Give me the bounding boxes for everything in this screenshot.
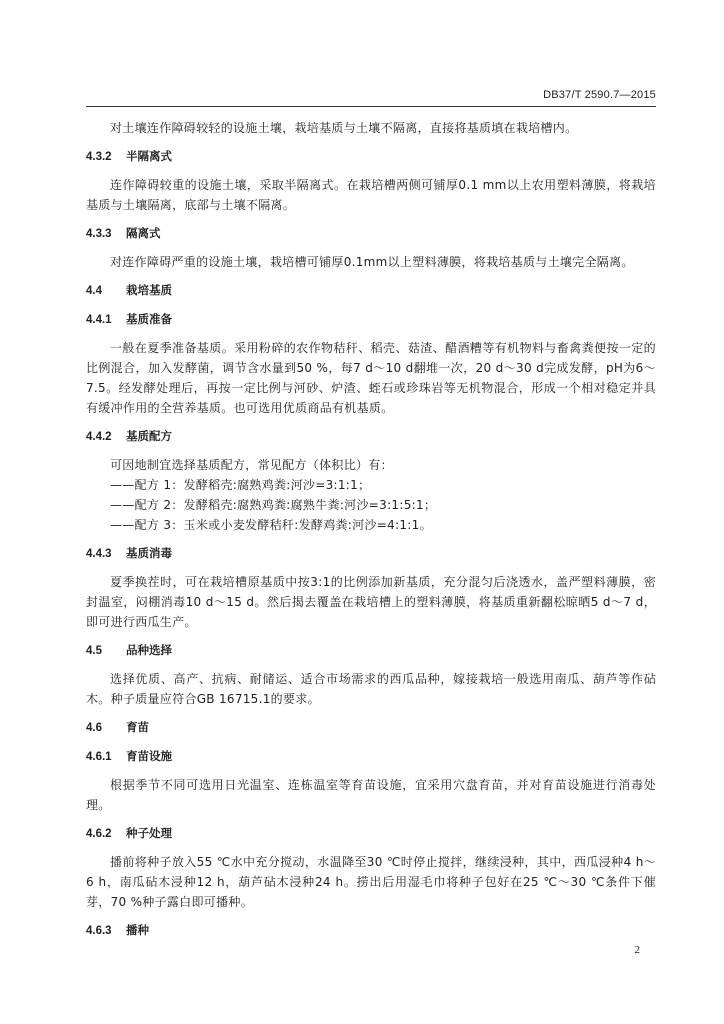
section-title: 基质配方 (126, 429, 172, 443)
section-number: 4.3.3 (86, 228, 112, 240)
heading-4-5 (86, 640, 656, 661)
header-divider (86, 106, 656, 107)
heading-4-3-2 (86, 146, 656, 167)
heading-4-4-1 (86, 309, 656, 330)
formula-item: ——配方 2：发酵稻壳:腐熟鸡粪:腐熟牛粪:河沙=3:1:5:1； (110, 498, 437, 512)
heading-4-3-3 (86, 223, 656, 244)
section-number: 4.5 (86, 645, 102, 657)
formula-item: ——配方 3：玉米或小麦发酵秸秆:发酵鸡粪:河沙=4:1:1。 (110, 518, 432, 532)
formula-item: ——配方 1：发酵稻壳:腐熟鸡粪:河沙=3:1:1； (110, 478, 371, 492)
section-title: 基质消毒 (126, 546, 172, 560)
section-title: 隔离式 (126, 226, 161, 240)
paragraph-4-4-2: 可因地制宜选择基质配方，常见配方（体积比）有： (110, 458, 393, 472)
paragraph-4-4-3: 夏季换茬时，可在栽培槽原基质中按3:1的比例添加新基质，充分混匀后浇透水，盖严塑料薄膜，密封温室，闷棚消毒10 d～15 d。然后揭去覆盖在栽培槽上的塑料薄膜，将基质重新翻松晾晒5 d～7 d，即可进行西瓜生产。 (86, 575, 656, 629)
paragraph-4-6-1: 根据季节不同可选用日光温室、连栋温室等育苗设施，宜采用穴盘育苗，并对育苗设施进行消毒处理。 (86, 778, 656, 812)
section-title: 栽培基质 (126, 283, 172, 297)
section-number: 4.4.3 (86, 548, 112, 560)
paragraph-4-4-1: 一般在夏季准备基质。采用粉碎的农作物秸秆、稻壳、菇渣、醋酒糟等有机物料与畜禽粪便按一定的比例混合，加入发酵菌，调节含水量到50 %，每7 d～10 d翻堆一次，20 d～30 d完成发酵，pH为6～7.5。经发酵处理后，再按一定比例与河砂、炉渣、蛭石或珍珠岩等无机物混合，形成一个相对稳定并具有缓冲作用的全营养基质。也可选用优质商品有机基质。 (86, 341, 656, 415)
section-number: 4.6.1 (86, 751, 112, 763)
heading-4-6 (86, 717, 656, 738)
section-title: 半隔离式 (126, 149, 172, 163)
section-title: 播种 (126, 923, 149, 937)
heading-4-4-3 (86, 543, 656, 564)
section-title: 育苗设施 (126, 749, 172, 763)
section-number: 4.4 (86, 285, 102, 297)
paragraph-4-5: 选择优质、高产、抗病、耐储运、适合市场需求的西瓜品种，嫁接栽培一般选用南瓜、葫芦等作砧木。种子质量应符合GB 16715.1的要求。 (86, 672, 656, 706)
page-number: 2 (634, 944, 640, 956)
section-number: 4.6.2 (86, 828, 112, 840)
paragraph-4-3-3: 对连作障碍严重的设施土壤，栽培槽可铺厚0.1mm以上塑料薄膜，将栽培基质与土壤完全隔离。 (110, 255, 634, 269)
section-title: 育苗 (126, 720, 149, 734)
paragraph-4-6-2: 播前将种子放入55 ℃水中充分搅动，水温降至30 ℃时停止搅拌，继续浸种，其中，西瓜浸种4 h～6 h，南瓜砧木浸种12 h，葫芦砧木浸种24 h。捞出后用湿毛巾将种子包好在25 ℃～30 ℃条件下催芽，70 %种子露白即可播种。 (86, 855, 656, 909)
standard-number: DB37/T 2590.7—2015 (543, 89, 656, 101)
section-title: 品种选择 (126, 643, 172, 657)
section-title: 种子处理 (126, 826, 172, 840)
section-number: 4.4.1 (86, 314, 112, 326)
paragraph-intro: 对土壤连作障碍较轻的设施土壤，栽培基质与土壤不隔离，直接将基质填在栽培槽内。 (110, 121, 578, 135)
section-number: 4.3.2 (86, 151, 112, 163)
section-title: 基质准备 (126, 312, 172, 326)
heading-4-6-2 (86, 823, 656, 844)
paragraph-4-3-2: 连作障碍较重的设施土壤，采取半隔离式。在栽培槽两侧可铺厚0.1 mm以上农用塑料薄膜，将栽培基质与土壤隔离，底部与土壤不隔离。 (86, 178, 656, 212)
heading-4-4 (86, 280, 656, 301)
section-number: 4.4.2 (86, 431, 112, 443)
heading-4-6-3 (86, 920, 656, 941)
section-number: 4.6.3 (86, 925, 112, 937)
heading-4-4-2 (86, 426, 656, 447)
heading-4-6-1 (86, 746, 656, 767)
section-number: 4.6 (86, 722, 102, 734)
document-body (86, 118, 656, 949)
